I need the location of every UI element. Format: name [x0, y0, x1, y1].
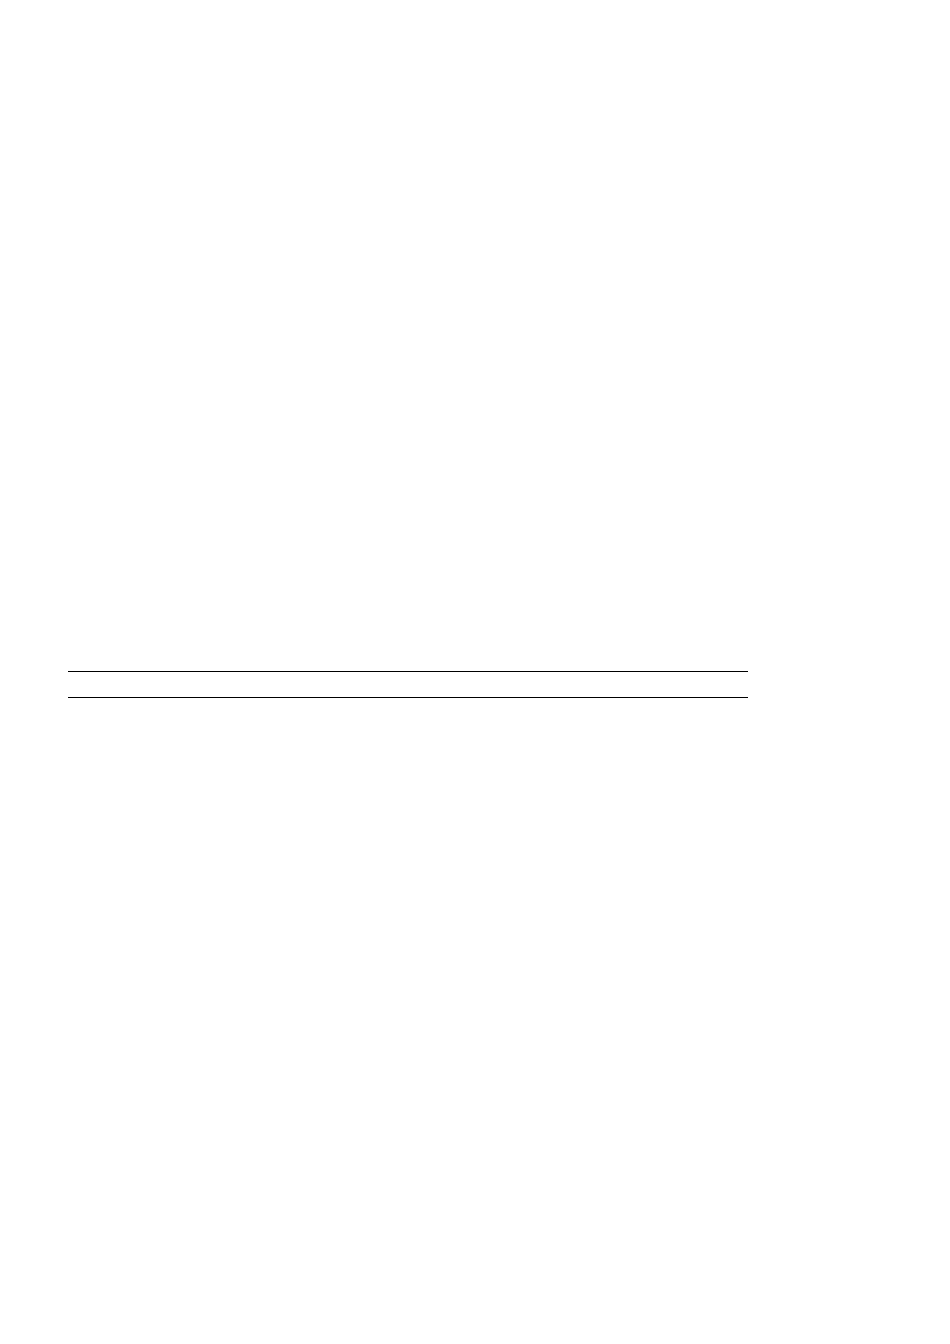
header-prior-amount	[593, 672, 748, 698]
profit-table-header-row	[68, 672, 748, 698]
header-current-amount	[421, 672, 593, 698]
profit-table	[68, 671, 748, 698]
header-item	[68, 672, 421, 698]
